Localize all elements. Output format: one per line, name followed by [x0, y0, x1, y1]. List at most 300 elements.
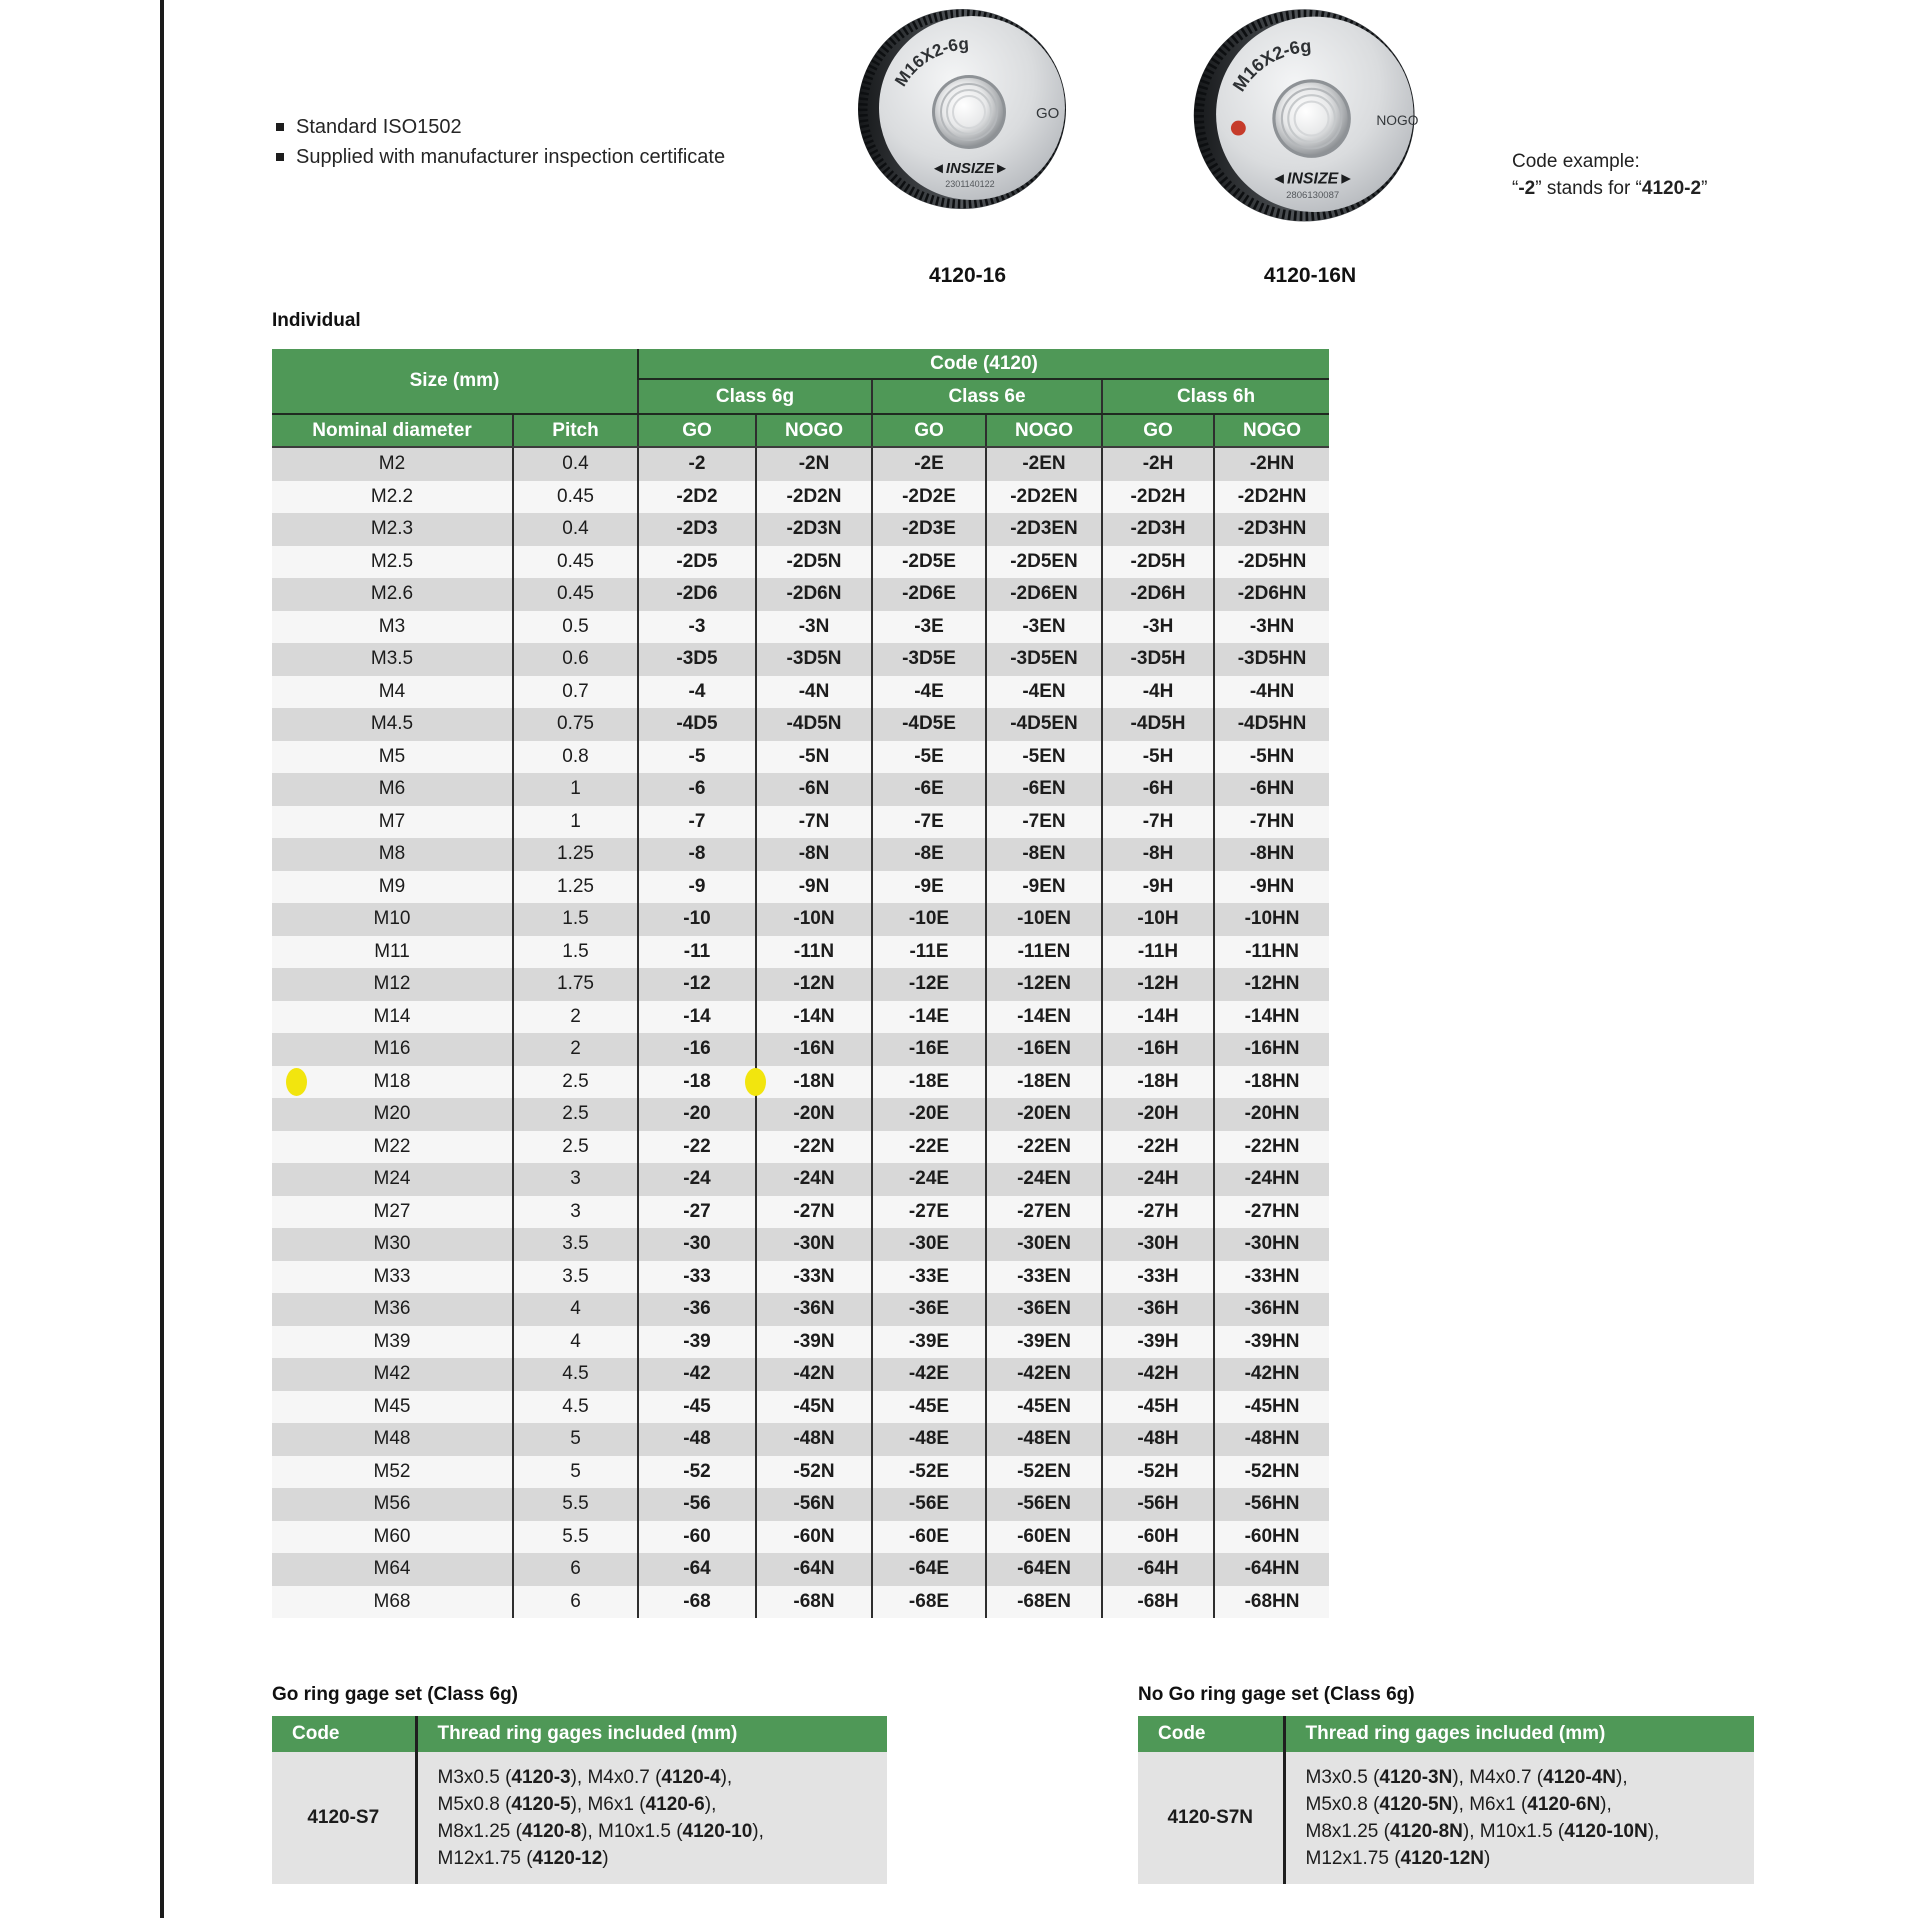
code-cell: -7	[638, 806, 756, 839]
individual-size-code-table	[272, 349, 1329, 1618]
pitch-cell: 2	[513, 1033, 638, 1066]
code-cell: -5H	[1102, 741, 1214, 774]
code-cell: -56H	[1102, 1488, 1214, 1521]
table-row	[272, 936, 1329, 969]
insize-logo: ◄INSIZE►	[1271, 170, 1355, 188]
code-cell: -20N	[756, 1098, 872, 1131]
code-cell: -2D5EN	[986, 546, 1102, 579]
table-row	[272, 643, 1329, 676]
code-cell: -4D5H	[1102, 708, 1214, 741]
nominal-diameter-cell: M2	[272, 447, 513, 481]
code-cell: -60E	[872, 1521, 986, 1554]
code-cell: -36HN	[1214, 1293, 1329, 1326]
code-cell: -2D2E	[872, 481, 986, 514]
code-cell: -2D2N	[756, 481, 872, 514]
col-header-nogo-6h: NOGO	[1214, 414, 1329, 447]
nominal-diameter-cell: M7	[272, 806, 513, 839]
code-cell: -14E	[872, 1001, 986, 1034]
nominal-diameter-cell: M52	[272, 1456, 513, 1489]
col-header-go-6g: GO	[638, 414, 756, 447]
table-row	[272, 1098, 1329, 1131]
code-cell: -2D6E	[872, 578, 986, 611]
code-cell: -10E	[872, 903, 986, 936]
code-cell: -3	[638, 611, 756, 644]
code-cell: -2D3	[638, 513, 756, 546]
pitch-cell: 2	[513, 1001, 638, 1034]
code-cell: -64HN	[1214, 1553, 1329, 1586]
code-cell: -22H	[1102, 1131, 1214, 1164]
table-row	[272, 481, 1329, 514]
code-cell: -30E	[872, 1228, 986, 1261]
nominal-diameter-cell: M2.5	[272, 546, 513, 579]
size-mm-header: Size (mm)	[272, 349, 638, 414]
nominal-diameter-cell: M39	[272, 1326, 513, 1359]
code-cell: -22N	[756, 1131, 872, 1164]
code-cell: -56HN	[1214, 1488, 1329, 1521]
code-cell: -42	[638, 1358, 756, 1391]
code-cell: -33EN	[986, 1261, 1102, 1294]
code-cell: -52N	[756, 1456, 872, 1489]
code-cell: -52HN	[1214, 1456, 1329, 1489]
code-cell: -27	[638, 1196, 756, 1229]
code-cell: -18N	[756, 1066, 872, 1099]
nominal-diameter-cell: M22	[272, 1131, 513, 1164]
nogo-set-code: 4120-S7N	[1138, 1752, 1284, 1884]
nogo-set-title: No Go ring gage set (Class 6g)	[1138, 1684, 1415, 1705]
code-4120-header: Code (4120)	[638, 349, 1329, 379]
code-cell: -5E	[872, 741, 986, 774]
code-example-heading: Code example:	[1512, 151, 1640, 172]
pitch-cell: 3.5	[513, 1261, 638, 1294]
code-cell: -68E	[872, 1586, 986, 1619]
col-header-go-6e: GO	[872, 414, 986, 447]
code-cell: -3D5HN	[1214, 643, 1329, 676]
nogo-ring-caption: 4120-16N	[1263, 264, 1357, 287]
pitch-cell: 0.7	[513, 676, 638, 709]
code-cell: -3D5N	[756, 643, 872, 676]
code-cell: -2HN	[1214, 447, 1329, 481]
pitch-cell: 0.5	[513, 611, 638, 644]
code-cell: -6HN	[1214, 773, 1329, 806]
code-cell: -2H	[1102, 447, 1214, 481]
col-header-nominal-diameter: Nominal diameter	[272, 414, 513, 447]
pitch-cell: 0.4	[513, 513, 638, 546]
nominal-diameter-cell: M2.6	[272, 578, 513, 611]
code-cell: -39HN	[1214, 1326, 1329, 1359]
code-cell: -2D5E	[872, 546, 986, 579]
go-set-gages	[416, 1752, 887, 1884]
pitch-cell: 0.8	[513, 741, 638, 774]
table-row	[272, 871, 1329, 904]
table-row	[272, 1001, 1329, 1034]
pitch-cell: 1.25	[513, 871, 638, 904]
code-cell: -24H	[1102, 1163, 1214, 1196]
nominal-diameter-cell: M60	[272, 1521, 513, 1554]
pitch-cell: 3	[513, 1196, 638, 1229]
code-cell: -18EN	[986, 1066, 1102, 1099]
code-cell: -52EN	[986, 1456, 1102, 1489]
code-cell: -48N	[756, 1423, 872, 1456]
code-cell: -4D5HN	[1214, 708, 1329, 741]
code-cell: -10HN	[1214, 903, 1329, 936]
code-cell: -27N	[756, 1196, 872, 1229]
code-cell: -4D5	[638, 708, 756, 741]
code-cell: -39H	[1102, 1326, 1214, 1359]
code-cell: -45N	[756, 1391, 872, 1424]
code-cell: -11	[638, 936, 756, 969]
pitch-cell: 0.4	[513, 447, 638, 481]
pitch-cell: 1.25	[513, 838, 638, 871]
code-cell: -2D2HN	[1214, 481, 1329, 514]
nominal-diameter-cell: M18	[272, 1066, 513, 1099]
code-cell: -64	[638, 1553, 756, 1586]
code-cell: -48EN	[986, 1423, 1102, 1456]
pitch-cell: 4.5	[513, 1391, 638, 1424]
pitch-cell: 1.5	[513, 936, 638, 969]
pitch-cell: 5.5	[513, 1521, 638, 1554]
nominal-diameter-cell: M56	[272, 1488, 513, 1521]
code-cell: -42H	[1102, 1358, 1214, 1391]
code-cell: -68H	[1102, 1586, 1214, 1619]
nominal-diameter-cell: M30	[272, 1228, 513, 1261]
code-cell: -2D3H	[1102, 513, 1214, 546]
code-cell: -60N	[756, 1521, 872, 1554]
threaded-hole	[935, 78, 1003, 146]
code-cell: -4EN	[986, 676, 1102, 709]
gage-list-line: M8x1.25 (4120-8), M10x1.5 (4120-10),	[437, 1821, 764, 1842]
pitch-cell: 0.45	[513, 481, 638, 514]
code-cell: -24HN	[1214, 1163, 1329, 1196]
code-cell: -56E	[872, 1488, 986, 1521]
nominal-diameter-cell: M4	[272, 676, 513, 709]
code-cell: -2D2EN	[986, 481, 1102, 514]
code-cell: -56EN	[986, 1488, 1102, 1521]
table-row	[272, 1196, 1329, 1229]
nominal-diameter-cell: M16	[272, 1033, 513, 1066]
code-cell: -3D5E	[872, 643, 986, 676]
code-cell: -48H	[1102, 1423, 1214, 1456]
code-cell: -2E	[872, 447, 986, 481]
code-cell: -18E	[872, 1066, 986, 1099]
class-6g-header: Class 6g	[638, 379, 872, 414]
code-cell: -2EN	[986, 447, 1102, 481]
code-cell: -16E	[872, 1033, 986, 1066]
bullet-square-icon	[276, 153, 284, 161]
pitch-cell: 3	[513, 1163, 638, 1196]
nogo-ring-gage-drawing	[1185, 5, 1435, 230]
code-example	[1512, 148, 1707, 202]
code-cell: -36H	[1102, 1293, 1214, 1326]
ring-engraving-text: M16X2-6g	[1228, 35, 1313, 95]
highlight-dot	[745, 1068, 766, 1096]
nominal-diameter-cell: M3	[272, 611, 513, 644]
col-header-go-6h: GO	[1102, 414, 1214, 447]
table-row	[272, 1488, 1329, 1521]
bullet-square-icon	[276, 123, 284, 131]
col-header-pitch: Pitch	[513, 414, 638, 447]
ring-engraving-text: M16X2-6g	[891, 34, 970, 90]
pitch-cell: 0.45	[513, 546, 638, 579]
code-cell: -12HN	[1214, 968, 1329, 1001]
table-row	[272, 1358, 1329, 1391]
code-cell: -3D5EN	[986, 643, 1102, 676]
table-row	[272, 1326, 1329, 1359]
nominal-diameter-cell: M12	[272, 968, 513, 1001]
code-cell: -11H	[1102, 936, 1214, 969]
code-cell: -3N	[756, 611, 872, 644]
code-cell: -2D3EN	[986, 513, 1102, 546]
nominal-diameter-cell: M11	[272, 936, 513, 969]
code-cell: -2D6EN	[986, 578, 1102, 611]
go-set-col-code: Code	[272, 1716, 416, 1752]
code-cell: -33N	[756, 1261, 872, 1294]
nominal-diameter-cell: M8	[272, 838, 513, 871]
code-cell: -45	[638, 1391, 756, 1424]
table-row	[272, 447, 1329, 481]
pitch-cell: 0.6	[513, 643, 638, 676]
code-cell: -60	[638, 1521, 756, 1554]
code-cell: -14HN	[1214, 1001, 1329, 1034]
code-cell: -48E	[872, 1423, 986, 1456]
code-cell: -64EN	[986, 1553, 1102, 1586]
code-cell: -39E	[872, 1326, 986, 1359]
code-cell: -8EN	[986, 838, 1102, 871]
code-cell: -2D6	[638, 578, 756, 611]
code-cell: -6H	[1102, 773, 1214, 806]
serial-number: 2806130087	[1286, 190, 1340, 202]
code-cell: -11N	[756, 936, 872, 969]
code-cell: -30	[638, 1228, 756, 1261]
nogo-set-table	[1138, 1716, 1754, 1884]
table-row	[272, 513, 1329, 546]
code-cell: -10N	[756, 903, 872, 936]
code-cell: -33H	[1102, 1261, 1214, 1294]
code-cell: -33HN	[1214, 1261, 1329, 1294]
code-cell: -4H	[1102, 676, 1214, 709]
code-cell: -30N	[756, 1228, 872, 1261]
go-ring-caption: 4120-16	[928, 264, 1007, 287]
code-cell: -39EN	[986, 1326, 1102, 1359]
code-cell: -45EN	[986, 1391, 1102, 1424]
pitch-cell: 1.5	[513, 903, 638, 936]
page-border-line	[160, 0, 164, 1918]
nominal-diameter-cell: M6	[272, 773, 513, 806]
code-cell: -39	[638, 1326, 756, 1359]
table-row	[272, 1293, 1329, 1326]
code-cell: -2D6H	[1102, 578, 1214, 611]
code-cell: -48	[638, 1423, 756, 1456]
pitch-cell: 5	[513, 1423, 638, 1456]
code-cell: -2D5HN	[1214, 546, 1329, 579]
nogo-set-col-gages: Thread ring gages included (mm)	[1284, 1716, 1754, 1752]
code-example-line: “-2” stands for “4120-2”	[1512, 178, 1708, 199]
code-cell: -14N	[756, 1001, 872, 1034]
pitch-cell: 5.5	[513, 1488, 638, 1521]
gage-list-line: M5x0.8 (4120-5), M6x1 (4120-6),	[437, 1794, 717, 1815]
table-row	[272, 806, 1329, 839]
code-cell: -2D5	[638, 546, 756, 579]
code-cell: -22E	[872, 1131, 986, 1164]
code-cell: -11E	[872, 936, 986, 969]
bullet-item	[276, 116, 725, 139]
col-header-nogo-6e: NOGO	[986, 414, 1102, 447]
code-cell: -8H	[1102, 838, 1214, 871]
feature-bullets	[276, 116, 725, 176]
pitch-cell: 2.5	[513, 1066, 638, 1099]
pitch-cell: 4	[513, 1293, 638, 1326]
code-cell: -60EN	[986, 1521, 1102, 1554]
go-set-code: 4120-S7	[272, 1752, 416, 1884]
code-cell: -5	[638, 741, 756, 774]
code-cell: -30EN	[986, 1228, 1102, 1261]
code-cell: -4N	[756, 676, 872, 709]
code-cell: -68	[638, 1586, 756, 1619]
go-marking: GO	[1036, 105, 1060, 122]
code-cell: -42HN	[1214, 1358, 1329, 1391]
code-cell: -9EN	[986, 871, 1102, 904]
code-cell: -2D2	[638, 481, 756, 514]
code-cell: -30HN	[1214, 1228, 1329, 1261]
gage-list-line: M8x1.25 (4120-8N), M10x1.5 (4120-10N),	[1305, 1821, 1660, 1842]
pitch-cell: 0.45	[513, 578, 638, 611]
nominal-diameter-cell: M42	[272, 1358, 513, 1391]
code-cell: -9HN	[1214, 871, 1329, 904]
code-cell: -22HN	[1214, 1131, 1329, 1164]
gage-list-line: M5x0.8 (4120-5N), M6x1 (4120-6N),	[1305, 1794, 1612, 1815]
code-cell: -56	[638, 1488, 756, 1521]
code-cell: -22EN	[986, 1131, 1102, 1164]
bullet-text: Standard ISO1502	[296, 116, 462, 138]
code-cell: -12E	[872, 968, 986, 1001]
code-cell: -3HN	[1214, 611, 1329, 644]
nominal-diameter-cell: M4.5	[272, 708, 513, 741]
code-cell: -18HN	[1214, 1066, 1329, 1099]
table-row	[272, 1033, 1329, 1066]
code-cell: -27H	[1102, 1196, 1214, 1229]
table-row	[272, 1553, 1329, 1586]
nominal-diameter-cell: M20	[272, 1098, 513, 1131]
code-cell: -2D3HN	[1214, 513, 1329, 546]
code-cell: -3E	[872, 611, 986, 644]
code-cell: -22	[638, 1131, 756, 1164]
code-cell: -7H	[1102, 806, 1214, 839]
code-cell: -11HN	[1214, 936, 1329, 969]
nominal-diameter-cell: M3.5	[272, 643, 513, 676]
code-cell: -16N	[756, 1033, 872, 1066]
pitch-cell: 2.5	[513, 1131, 638, 1164]
insize-logo: ◄INSIZE►	[930, 160, 1010, 177]
nominal-diameter-cell: M5	[272, 741, 513, 774]
go-ring-gage-drawing	[850, 5, 1085, 217]
code-cell: -4D5N	[756, 708, 872, 741]
highlight-dot	[286, 1068, 307, 1096]
nominal-diameter-cell: M10	[272, 903, 513, 936]
table-row	[272, 1066, 1329, 1099]
nominal-diameter-cell: M48	[272, 1423, 513, 1456]
pitch-cell: 6	[513, 1553, 638, 1586]
code-cell: -9N	[756, 871, 872, 904]
nogo-ring-gage-image	[1185, 5, 1435, 235]
nominal-diameter-cell: M27	[272, 1196, 513, 1229]
gage-list-line: M3x0.5 (4120-3N), M4x0.7 (4120-4N),	[1305, 1767, 1628, 1788]
nogo-set-col-code: Code	[1138, 1716, 1284, 1752]
code-cell: -2D2H	[1102, 481, 1214, 514]
code-cell: -6N	[756, 773, 872, 806]
code-cell: -4D5E	[872, 708, 986, 741]
pitch-cell: 2.5	[513, 1098, 638, 1131]
code-cell: -10EN	[986, 903, 1102, 936]
code-cell: -24N	[756, 1163, 872, 1196]
individual-table-wrap	[272, 349, 1329, 1618]
table-row	[272, 578, 1329, 611]
table-row	[272, 903, 1329, 936]
nogo-marking: NOGO	[1376, 112, 1419, 128]
go-set-table	[272, 1716, 887, 1884]
pitch-cell: 3.5	[513, 1228, 638, 1261]
code-cell: -4HN	[1214, 676, 1329, 709]
code-cell: -8E	[872, 838, 986, 871]
code-cell: -9E	[872, 871, 986, 904]
table-row	[272, 968, 1329, 1001]
code-cell: -27HN	[1214, 1196, 1329, 1229]
pitch-cell: 4	[513, 1326, 638, 1359]
code-cell: -60HN	[1214, 1521, 1329, 1554]
pitch-cell: 1	[513, 806, 638, 839]
code-cell: -64E	[872, 1553, 986, 1586]
code-cell: -36EN	[986, 1293, 1102, 1326]
code-cell: -16EN	[986, 1033, 1102, 1066]
code-cell: -12	[638, 968, 756, 1001]
code-cell: -4D5EN	[986, 708, 1102, 741]
code-cell: -16HN	[1214, 1033, 1329, 1066]
pitch-cell: 5	[513, 1456, 638, 1489]
bullet-item	[276, 146, 725, 169]
gage-list-line: M12x1.75 (4120-12N)	[1305, 1848, 1491, 1869]
code-cell: -6E	[872, 773, 986, 806]
table-row	[272, 1391, 1329, 1424]
code-cell: -36E	[872, 1293, 986, 1326]
code-cell: -60H	[1102, 1521, 1214, 1554]
nominal-diameter-cell: M2.2	[272, 481, 513, 514]
go-set-col-gages: Thread ring gages included (mm)	[416, 1716, 887, 1752]
code-cell: -64H	[1102, 1553, 1214, 1586]
code-cell: -14H	[1102, 1001, 1214, 1034]
code-cell: -6EN	[986, 773, 1102, 806]
code-cell: -68N	[756, 1586, 872, 1619]
code-cell: -36N	[756, 1293, 872, 1326]
nominal-diameter-cell: M14	[272, 1001, 513, 1034]
table-row	[272, 1228, 1329, 1261]
code-cell: -7E	[872, 806, 986, 839]
code-cell: -68HN	[1214, 1586, 1329, 1619]
table-row	[272, 1131, 1329, 1164]
table-row	[272, 1163, 1329, 1196]
code-cell: -18H	[1102, 1066, 1214, 1099]
code-cell: -3D5	[638, 643, 756, 676]
code-cell: -4E	[872, 676, 986, 709]
code-cell: -9H	[1102, 871, 1214, 904]
code-cell: -12N	[756, 968, 872, 1001]
code-cell: -10H	[1102, 903, 1214, 936]
go-set-title: Go ring gage set (Class 6g)	[272, 1684, 518, 1705]
red-dot-marker	[1231, 121, 1246, 136]
table-row	[272, 741, 1329, 774]
nominal-diameter-cell: M36	[272, 1293, 513, 1326]
code-cell: -12EN	[986, 968, 1102, 1001]
code-cell: -48HN	[1214, 1423, 1329, 1456]
nominal-diameter-cell: M33	[272, 1261, 513, 1294]
code-cell: -3D5H	[1102, 643, 1214, 676]
